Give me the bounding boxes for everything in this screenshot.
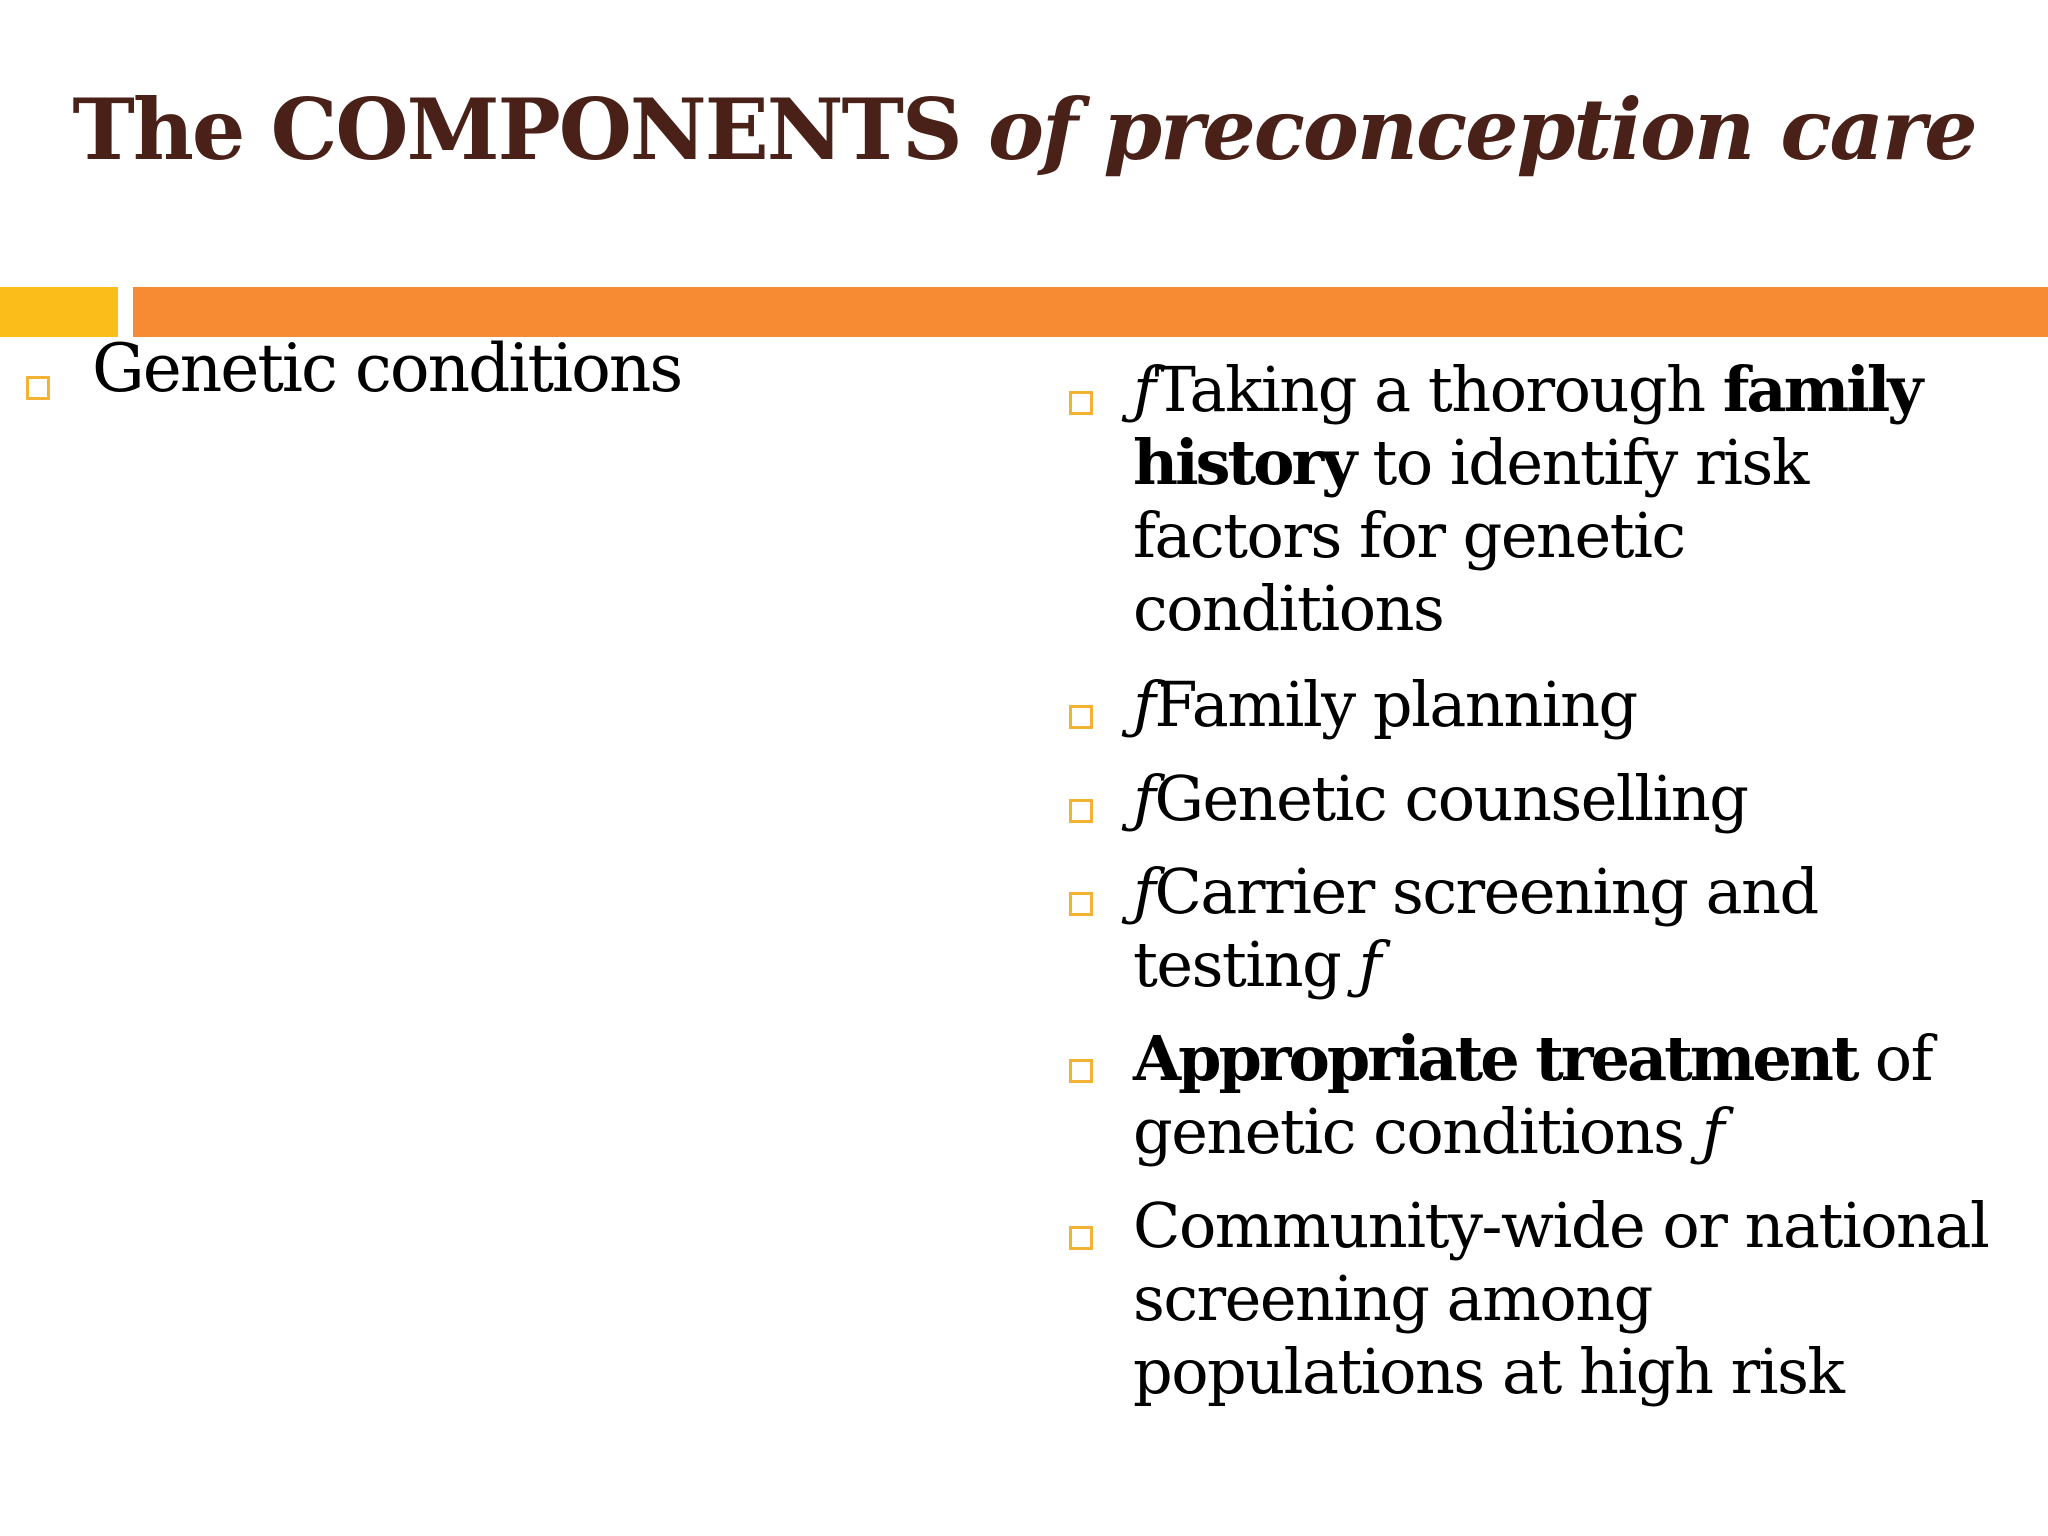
item-text: to identify risk factors for genetic conditions [1133, 426, 1808, 645]
item-text-bold: family history [1133, 353, 1921, 499]
slide-title [0, 80, 2048, 179]
list-item-family-history [1133, 353, 2013, 645]
bullet-square-icon [1069, 799, 1093, 823]
title-italic: of preconception care [987, 80, 1976, 179]
list-item-community-screening [1133, 1189, 2013, 1408]
bullet-square-icon [26, 376, 50, 400]
left-item-genetic-conditions: Genetic conditions [92, 330, 682, 407]
bullet-square-icon [1069, 391, 1093, 415]
item-text: Community-wide or national screening among populations at high risk [1133, 1189, 1989, 1408]
f-glyph: ƒ [1701, 1095, 1724, 1168]
f-glyph: ƒ [1133, 855, 1155, 928]
item-text: Taking a thorough [1154, 353, 1723, 426]
list-item-carrier-screening [1133, 855, 2013, 1001]
f-glyph: ƒ [1133, 353, 1155, 426]
f-glyph: ƒ [1133, 762, 1155, 835]
bullet-square-icon [1069, 705, 1093, 729]
title-main: The COMPONENTS [72, 80, 988, 179]
bullet-square-icon [1069, 1059, 1093, 1083]
item-text: of genetic conditions [1133, 1022, 1933, 1168]
list-item-appropriate-treatment [1133, 1022, 2013, 1168]
item-text: Carrier screening and testing [1133, 855, 1818, 1001]
list-item-genetic-counselling [1133, 762, 2013, 835]
item-text-bold: Appropriate treatment [1133, 1022, 1857, 1095]
bullet-square-icon [1069, 1226, 1093, 1250]
item-text: Family planning [1154, 668, 1637, 741]
f-glyph: ƒ [1133, 668, 1155, 741]
list-item-family-planning [1133, 668, 2013, 741]
f-glyph: ƒ [1358, 928, 1380, 1001]
item-text: Genetic counselling [1154, 762, 1748, 835]
bullet-square-icon [1069, 892, 1093, 916]
